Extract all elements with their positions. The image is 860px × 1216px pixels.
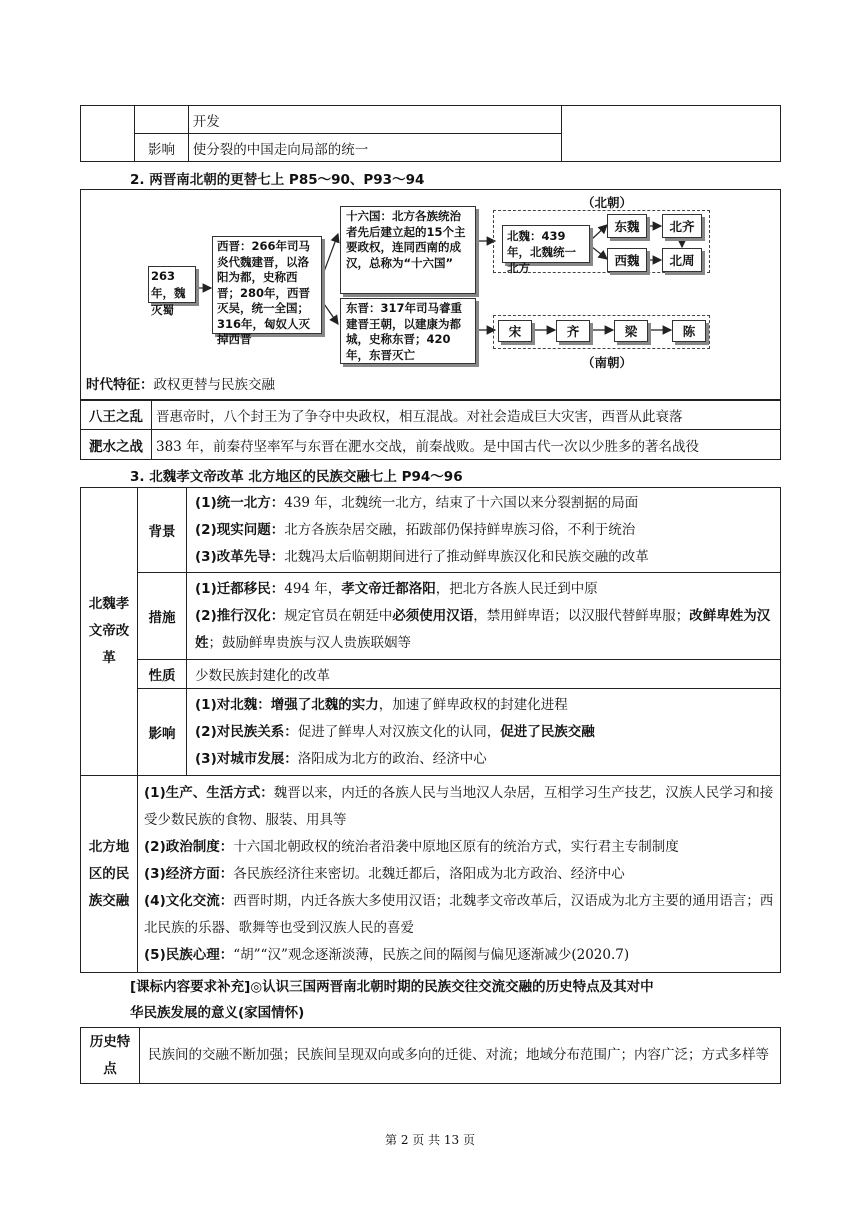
list-item: (3)改革先导：北魏冯太后临朝期间进行了推动鲜卑族汉化和民族交融的改革 [195,548,649,565]
features-label: 历史特点 [81,1028,140,1084]
eastern-jin-title: 东晋： [346,301,381,315]
table-row [81,1028,781,1084]
section3-heading: 3. 北魏孝文帝改革 北方地区的民族交融七上 P94～96 [130,469,463,485]
western-jin-text: 266年司马炎代魏建晋，以洛阳为都，史称西晋；280年，西晋灭吴，统一全国；316年，匈奴人灭掉西晋 [217,239,311,346]
list-item: (5)民族心理：“胡”“汉”观念逐渐淡薄，民族之间的隔阂与偏见逐渐减少(2020.7) [144,946,630,963]
sixteen-kingdoms-text: 北方各族统治者先后建立起的15个主要政权，连同西南的成汉，总称为“十六国” [346,209,466,270]
western-jin-title: 西晋： [217,239,252,253]
list-item: (2)推行汉化：规定官员在朝廷中必须使用汉语，禁用鲜卑语；以汉服代替鲜卑服；改鲜卑姓为汉姓；鼓励鲜卑贵族与汉人贵族联姻等 [195,607,771,651]
supplement-text [130,974,770,1026]
row-label: 八王之乱 [81,401,152,430]
top-empty-cell [81,106,135,162]
wei-end-box: 263年，魏灭蜀 [148,266,196,303]
eastern-jin-box [340,298,476,364]
northern-qi-box: 北齐 [662,214,702,238]
page-footer: 第 2 页 共 13 页 [385,1133,475,1147]
supplement-line-1: [课标内容要求补充]◎认识三国两晋南北朝时期的民族交往交流交融的历史特点及其对中 [130,979,654,995]
sixteen-kingdoms-box [340,206,476,294]
qi-box: 齐 [556,320,590,342]
list-item: (1)对北魏：增强了北魏的实力，加速了鲜卑政权的封建化进程 [195,696,568,713]
nature-text: 少数民族封建化的改革 [187,660,781,689]
top-row2-label: 影响 [135,134,189,162]
sixteen-kingdoms-title: 十六国： [346,209,392,223]
table-row [81,776,781,973]
row-text: 383 年，前秦苻坚率军与东晋在淝水交战，前秦战败。是中国古代一次以少胜多的著名战役 [152,430,781,460]
table-row [81,401,781,430]
table-row [81,488,781,573]
era-feature-label: 时代特征： [86,377,154,393]
top-row1-text: 开发 [188,106,561,134]
list-item: (2)现实问题：北方各族杂居交融，拓跋部仍保持鲜卑族习俗，不利于统治 [195,521,636,538]
section2-table [80,400,781,460]
section2-heading: 2. 两晋南北朝的更替七上 P85～90、P93～94 [130,172,425,188]
supplement-line-2: 华民族发展的意义(家国情怀) [130,1005,305,1021]
south-dynasties-label: （南朝） [582,355,633,370]
northern-wei-text: 439年，北魏统一北方 [507,229,576,275]
top-right-cell [562,106,781,162]
northern-wei-title: 北魏： [507,229,542,243]
background-label: 背景 [138,488,187,573]
reform-label: 北魏孝文帝改革 [81,488,138,776]
table-row [81,689,781,776]
north-dynasties-label: （北朝） [582,195,633,210]
supplement-table [80,1027,781,1084]
influence-cell [187,689,781,776]
western-jin-box [212,236,322,346]
nature-label: 性质 [138,660,187,689]
list-item: (2)对民族关系：促进了鲜卑人对汉族文化的认同，促进了民族交融 [195,723,595,740]
measures-label: 措施 [138,573,187,660]
list-item: (1)统一北方：439 年，北魏统一北方，结束了十六国以来分裂割据的局面 [195,494,639,511]
top-row2-text: 使分裂的中国走向局部的统一 [188,134,561,162]
top-table [80,105,781,162]
background-cell [187,488,781,573]
section3-table [80,487,781,973]
top-empty-label [135,106,189,134]
chen-box: 陈 [672,320,706,342]
era-feature-text: 政权更替与民族交融 [153,377,275,393]
row-text: 晋惠帝时，八个封王为了争夺中央政权，相互混战。对社会造成巨大灾害，西晋从此衰落 [152,401,781,430]
table-row [81,573,781,660]
list-item: (3)经济方面：各民族经济往来密切。北魏迁都后，洛阳成为北方政治、经济中心 [144,865,625,882]
era-feature [86,374,275,396]
list-item: (2)政治制度：十六国北朝政权的统治者沿袭中原地区原有的统治方式，实行君主专制制度 [144,838,679,855]
table-row [81,430,781,460]
fusion-label: 北方地区的民族交融 [81,776,138,973]
measures-cell [187,573,781,660]
list-item: (1)迁都移民：494 年，孝文帝迁都洛阳，把北方各族人民迁到中原 [195,580,598,597]
influence-label: 影响 [138,689,187,776]
northern-zhou-box: 北周 [662,248,702,272]
eastern-wei-box: 东魏 [607,214,647,238]
eastern-jin-text: 317年司马睿重建晋王朝，以建康为都城，史称东晋；420年，东晋灭亡 [346,301,463,362]
western-wei-box: 西魏 [607,248,647,272]
table-row [81,660,781,689]
list-item: (1)生产、生活方式：魏晋以来，内迁的各族人民与当地汉人杂居，互相学习生产技艺，汉族人民学习和接受少数民族的食物、服装、用具等 [144,784,774,828]
features-text: 民族间的交融不断加强；民族间呈现双向或多向的迁徙、对流；地域分布范围广；内容广泛；方式多样等 [140,1028,781,1084]
list-item: (3)对城市发展：洛阳成为北方的政治、经济中心 [195,750,487,767]
list-item: (4)文化交流：西晋时期，内迁各族大多使用汉语；北魏孝文帝改革后，汉语成为北方主要的通用语言；西北民族的乐器、歌舞等也受到汉族人民的喜爱 [144,892,774,936]
northern-wei-box [502,225,590,275]
fusion-cell [138,776,781,973]
row-label: 淝水之战 [81,430,152,460]
liang-box: 梁 [614,320,648,342]
song-box: 宋 [498,320,532,342]
